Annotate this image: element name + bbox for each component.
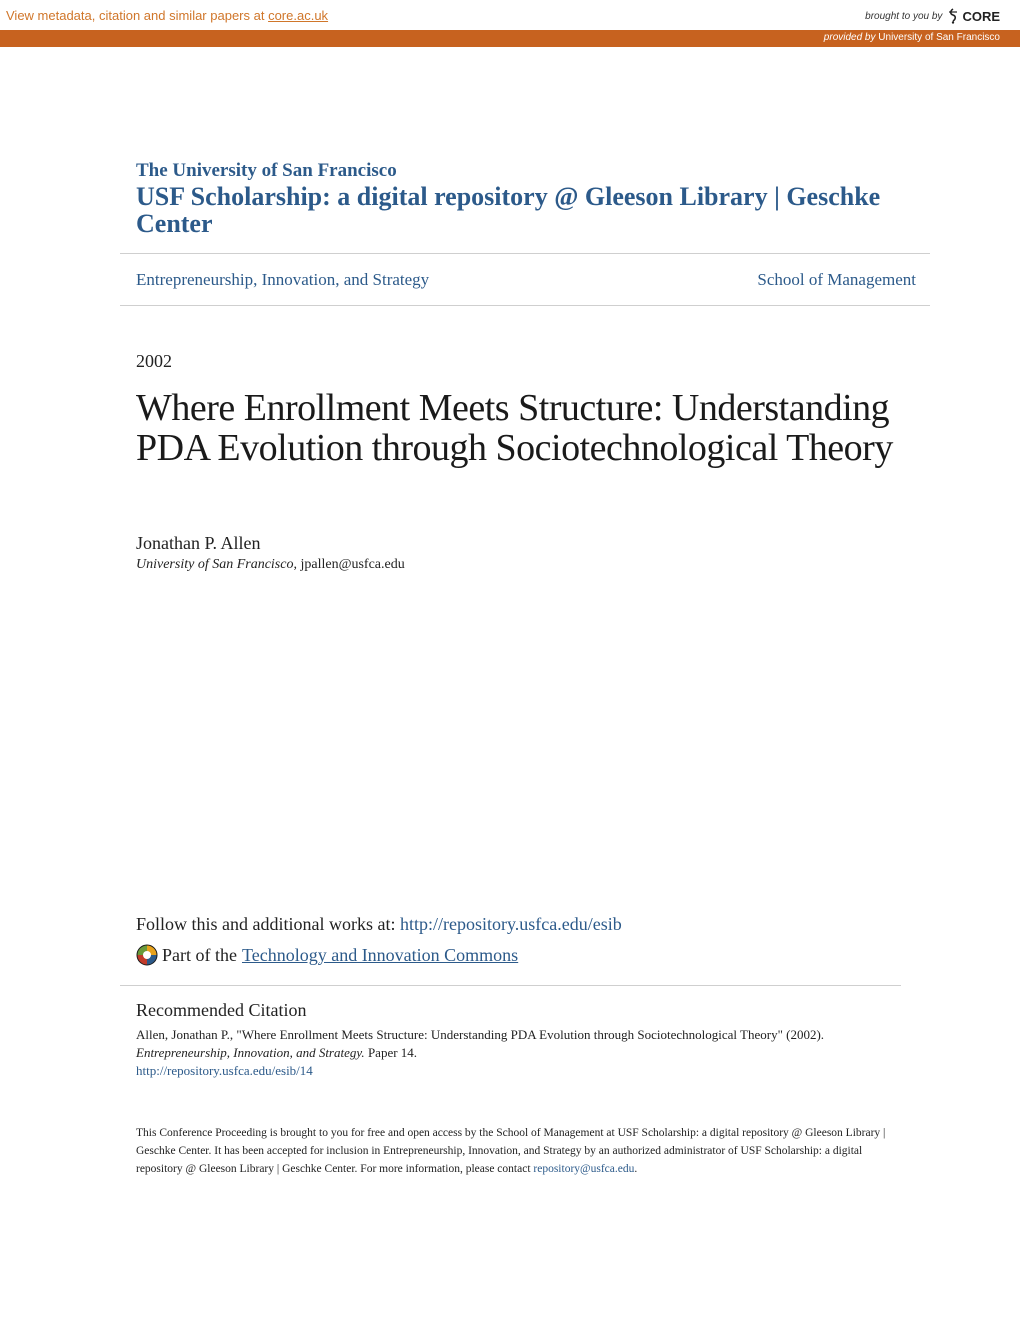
core-banner	[0, 0, 1020, 30]
repository-email-link[interactable]: repository@usfca.edu	[533, 1163, 635, 1175]
network-commons-icon	[136, 944, 158, 966]
paper-author: Jonathan P. Allen	[136, 533, 261, 553]
collection-link[interactable]: Entrepreneurship, Innovation, and Strategy	[136, 270, 430, 289]
author-email[interactable]: , jpallen@usfca.edu	[293, 557, 405, 572]
brought-to-you-label: brought to you by	[865, 10, 943, 22]
publication-year: 2002	[136, 351, 172, 371]
core-provided-bar	[0, 30, 1020, 47]
provided-by-text	[824, 32, 1000, 43]
core-ac-uk-link[interactable]: core.ac.uk	[268, 8, 329, 23]
part-of-commons	[136, 944, 518, 966]
core-logo[interactable]	[946, 8, 1000, 24]
core-logo-icon	[946, 8, 960, 24]
follow-works	[136, 914, 622, 935]
provided-by-label: provided by	[823, 32, 876, 43]
provided-by-institution[interactable]: University of San Francisco	[878, 32, 1000, 43]
repository-esib-link[interactable]: http://repository.usfca.edu/esib	[399, 914, 622, 934]
header-divider-bottom	[120, 305, 930, 306]
author-affiliation	[136, 557, 405, 573]
header-divider-top	[120, 253, 930, 254]
affiliation-name: University of San Francisco	[136, 557, 294, 572]
core-logo-text: CORE	[962, 8, 1000, 24]
school-link[interactable]: School of Management	[757, 270, 916, 289]
core-metadata-text	[6, 8, 328, 23]
citation-text	[136, 1026, 896, 1080]
citation-series: Entrepreneurship, Innovation, and Strategy.	[136, 1045, 365, 1060]
access-statement	[136, 1124, 896, 1178]
follow-divider	[120, 985, 901, 986]
citation-url-link[interactable]: http://repository.usfca.edu/esib/14	[136, 1063, 313, 1078]
follow-label: Follow this and additional works at:	[136, 914, 400, 934]
citation-line: Allen, Jonathan P., "Where Enrollment Meets Structure: Understanding PDA Evolution through Sociotechnological Theory" (2002).	[136, 1027, 825, 1042]
university-name[interactable]: The University of San Francisco	[136, 160, 397, 181]
part-of-label: Part of the	[162, 944, 237, 965]
citation-paper-number: Paper 14.	[364, 1045, 418, 1060]
core-brought-by	[865, 8, 1000, 24]
access-statement-end: .	[634, 1163, 638, 1175]
access-statement-text: This Conference Proceeding is brought to you for free and open access by the School of Management at USF Scholarship: a digital repository @ Gleeson Library | Geschke Center. It has been accepted for inclusion in Entrepreneurship, Innovation, and Strategy by an authorized administrator of USF Scholarship: a digital repository @ Gleeson Library | Geschke Center. For more information, please contact	[136, 1127, 886, 1175]
recommended-citation-heading: Recommended Citation	[136, 1000, 307, 1020]
technology-commons-link[interactable]: Technology and Innovation Commons	[241, 944, 519, 965]
paper-title: Where Enrollment Meets Structure: Understanding PDA Evolution through Sociotechnological Theory	[136, 387, 893, 469]
repository-name[interactable]: USF Scholarship: a digital repository @ Gleeson Library | Geschke Center	[136, 182, 881, 238]
core-metadata-label: View metadata, citation and similar papers at	[6, 8, 269, 23]
